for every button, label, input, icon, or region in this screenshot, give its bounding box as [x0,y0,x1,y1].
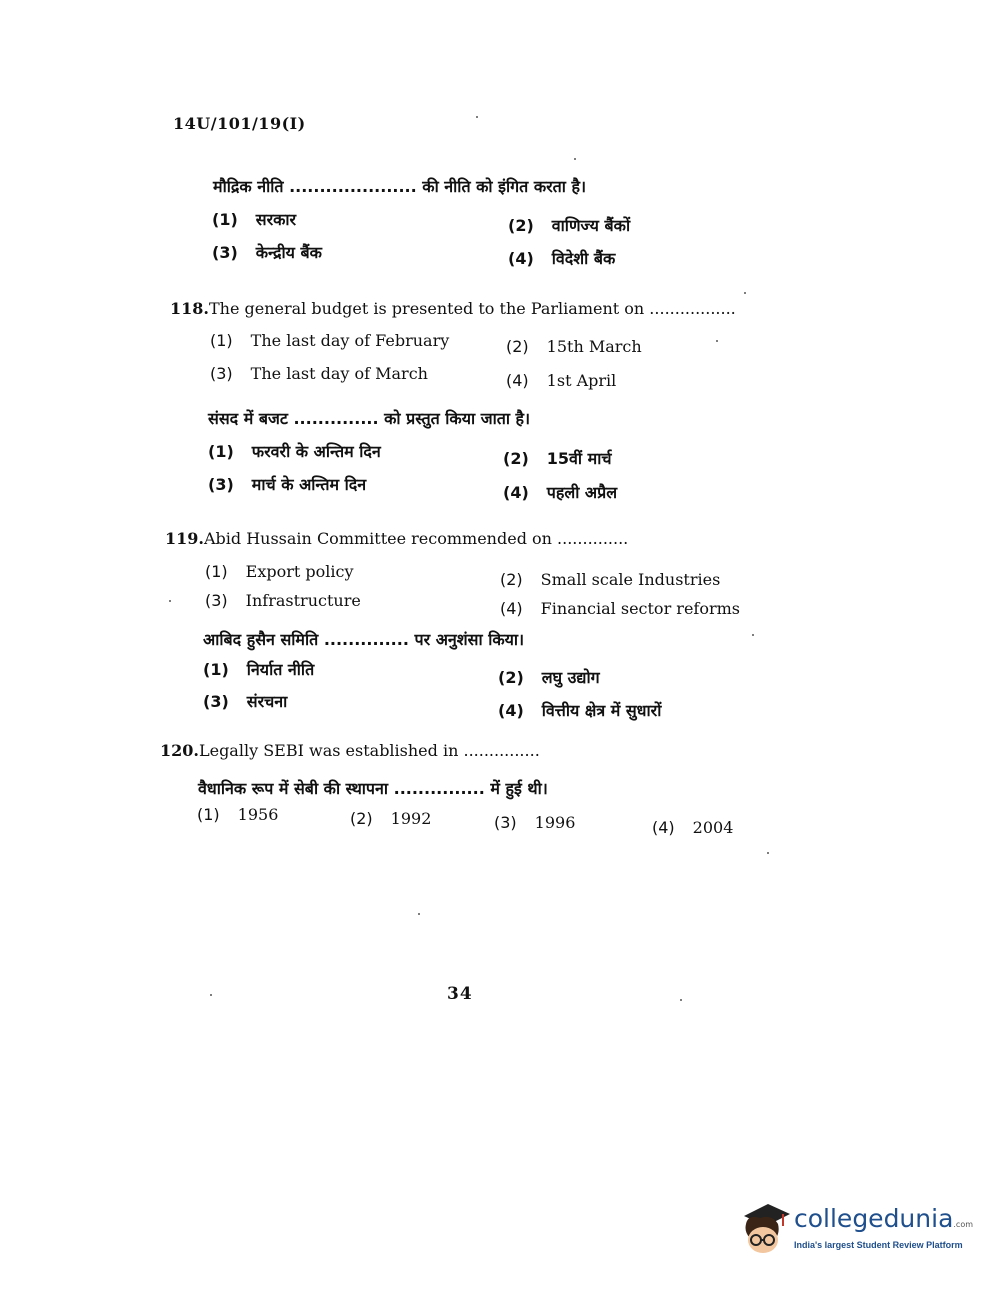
q119-hindi-option-2: (2) लघु उद्योग [498,668,600,687]
q117-hindi-option-2: (2) वाणिज्य बैंकों [508,216,631,235]
logo-wordmark: collegedunia.com [794,1204,974,1233]
scan-speck [418,913,420,915]
q118-hindi-option-1: (1) फरवरी के अन्तिम दिन [208,442,381,461]
q119-question: 119.Abid Hussain Committee recommended on .............. [165,529,629,548]
q118-option-2: (2) 15th March [506,337,642,356]
scan-speck [716,340,718,342]
q117-hindi-option-3: (3) केन्द्रीय बैंक [212,243,322,262]
q119-option-4: (4) Financial sector reforms [500,599,740,618]
q120-option-2: (2) 1992 [350,809,432,828]
q118-hindi-question: संसद में बजट .............. को प्रस्तुत किया जाता है। [208,409,531,428]
q118-hindi-option-4: (4) पहली अप्रैल [503,483,618,502]
q118-hindi-option-2: (2) 15वीं मार्च [503,449,612,468]
q118-hindi-option-3: (3) मार्च के अन्तिम दिन [208,475,367,494]
scan-speck [476,116,478,118]
scan-speck [752,634,754,636]
q119-hindi-option-3: (3) संरचना [203,692,288,711]
q117-hindi-question: मौद्रिक नीति ..................... की नीति को इंगित करता है। [213,177,587,196]
scan-speck [680,999,682,1001]
scan-speck [744,292,746,294]
q120-option-4: (4) 2004 [652,818,734,837]
paper-code: 14U/101/19(I) [173,114,306,133]
scan-speck [574,158,576,160]
q119-hindi-question: आबिद हुसैन समिति .............. पर अनुशंसा किया। [203,630,525,649]
collegedunia-logo [738,1198,974,1258]
q120-option-3: (3) 1996 [494,813,576,832]
page-number: 34 [447,984,473,1004]
q118-question: 118.The general budget is presented to the Parliament on ................. [170,299,736,318]
q120-option-1: (1) 1956 [197,805,279,824]
q119-hindi-option-4: (4) वित्तीय क्षेत्र में सुधारों [498,701,662,720]
q119-option-2: (2) Small scale Industries [500,570,721,589]
q118-option-1: (1) The last day of February [210,331,450,350]
q119-hindi-option-1: (1) निर्यात नीति [203,660,315,679]
q119-option-3: (3) Infrastructure [205,591,361,610]
q120-question: 120.Legally SEBI was established in ............... [160,741,540,760]
q120-hindi-question: वैधानिक रूप में सेबी की स्थापना ............... में हुई थी। [198,779,548,798]
q119-option-1: (1) Export policy [205,562,354,581]
scan-speck [210,994,212,996]
scan-speck [767,852,769,854]
q118-option-4: (4) 1st April [506,371,617,390]
logo-tagline: India's largest Student Review Platform [794,1240,963,1250]
q118-option-3: (3) The last day of March [210,364,428,383]
q117-hindi-option-1: (1) सरकार [212,210,297,229]
scan-speck [169,600,171,602]
student-mascot-icon [738,1198,792,1256]
q117-hindi-option-4: (4) विदेशी बैंक [508,249,616,268]
